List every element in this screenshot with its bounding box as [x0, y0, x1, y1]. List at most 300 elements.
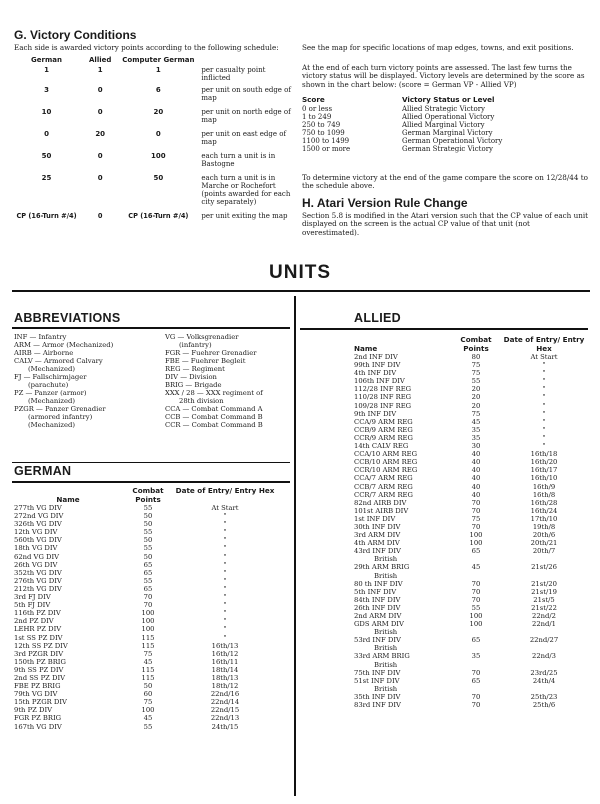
- score-range: 1500 or more: [302, 144, 351, 153]
- german-unit-row: [14, 714, 276, 722]
- unit-name: 106th INF DIV: [354, 377, 405, 386]
- unit-entry: 21st/26: [531, 563, 557, 572]
- unit-entry: ": [223, 593, 227, 602]
- unit-entry: ": [223, 552, 227, 561]
- victory-allied-points: 0: [97, 152, 103, 160]
- german-unit-row: [14, 682, 276, 690]
- victory-allied-points: 0: [97, 174, 103, 182]
- german-units-table: [14, 487, 276, 731]
- victory-map-note: See the map for specific locations of map edges, towns, and exit positions.: [302, 43, 574, 52]
- allied-unit-row: [354, 620, 586, 628]
- unit-entry: 21st/19: [531, 587, 557, 596]
- abbreviation-entry: CCA — Combat Command A: [165, 405, 263, 413]
- unit-combat-points: 50: [143, 520, 153, 529]
- unit-entry: ": [542, 385, 546, 394]
- german-unit-row: [14, 634, 276, 642]
- unit-name: 30th INF DIV: [354, 522, 401, 531]
- victory-computer-points: 0: [155, 130, 161, 138]
- unit-combat-points: 35: [471, 652, 481, 661]
- victory-german-points: 10: [41, 108, 52, 116]
- unit-entry: 25th/6: [532, 701, 556, 710]
- unit-combat-points: 65: [471, 676, 481, 685]
- unit-entry: ": [542, 442, 546, 451]
- german-unit-row: [14, 601, 276, 609]
- status-header: Victory Status or Level: [402, 95, 495, 104]
- unit-entry: 21st/20: [531, 579, 557, 588]
- german-unit-row: [14, 528, 276, 536]
- unit-combat-points: 40: [471, 490, 481, 499]
- german-unit-row: [14, 658, 276, 666]
- allied-unit-row: [354, 661, 586, 669]
- unit-entry: 16th/28: [530, 498, 558, 507]
- unit-combat-points: 40: [471, 466, 481, 475]
- unit-entry: ": [223, 512, 227, 521]
- score-row: [302, 121, 582, 129]
- allied-unit-row: [354, 353, 586, 361]
- abbreviation-entry: PZ — Panzer (armor): [14, 389, 87, 397]
- unit-combat-points: 45: [471, 417, 481, 426]
- victory-title: G. Victory Conditions: [14, 28, 137, 42]
- unit-combat-points: [450, 644, 502, 652]
- allied-unit-row: [354, 531, 586, 539]
- unit-entry: 22nd/3: [532, 652, 556, 661]
- german-unit-row: [14, 544, 276, 552]
- allied-unit-row: [354, 563, 586, 571]
- victory-row: [12, 108, 292, 130]
- unit-name: 276th VG DIV: [14, 576, 62, 585]
- allied-unit-row: [354, 369, 586, 377]
- unit-name: 2nd SS PZ DIV: [14, 673, 66, 682]
- unit-combat-points: 100: [141, 609, 155, 618]
- unit-name: 35th INF DIV: [354, 692, 401, 701]
- unit-name: 4th INF DIV: [354, 369, 397, 378]
- allied-unit-row: [354, 693, 586, 701]
- unit-entry: 22nd/13: [210, 714, 240, 723]
- german-title: GERMAN: [14, 464, 72, 478]
- unit-name: 99th INF DIV: [354, 361, 401, 370]
- victory-status: Allied Strategic Victory: [402, 104, 485, 113]
- unit-name: 272nd VG DIV: [14, 512, 64, 521]
- unit-combat-points: 20: [471, 401, 481, 410]
- allied-unit-row: [354, 596, 586, 604]
- victory-condition-desc: per unit exiting the map: [201, 212, 288, 220]
- unit-combat-points: 115: [141, 641, 155, 650]
- victory-status: German Operational Victory: [402, 136, 503, 145]
- victory-computer-points: 20: [153, 108, 164, 116]
- unit-name: 116th PZ DIV: [14, 609, 61, 618]
- unit-entry: 23rd/25: [530, 668, 558, 677]
- unit-entry: ": [223, 617, 227, 626]
- unit-combat-points: 100: [469, 620, 483, 629]
- unit-name: 9th PZ DIV: [14, 706, 53, 715]
- unit-entry: 16th/9: [532, 482, 556, 491]
- german-unit-row: [14, 504, 276, 512]
- abbreviations-col2: [165, 333, 263, 429]
- unit-entry: 16th/18: [530, 450, 558, 459]
- unit-name: 9th INF DIV: [354, 409, 397, 418]
- unit-entry: 16th/8: [532, 490, 556, 499]
- unit-entry: ": [542, 409, 546, 418]
- unit-entry: 20th/7: [532, 547, 556, 556]
- unit-combat-points: 75: [471, 409, 481, 418]
- abbreviation-entry: (Mechanized): [28, 365, 76, 373]
- unit-name: 84th INF DIV: [354, 595, 401, 604]
- unit-entry: ": [223, 625, 227, 634]
- victory-condition-desc: per unit on north edge of map: [201, 108, 291, 124]
- unit-entry: 20th/21: [530, 539, 558, 548]
- victory-allied-points: 0: [97, 212, 103, 220]
- victory-computer-points: CP (16-Turn #/4): [128, 212, 189, 220]
- unit-name: CCB/9 ARM REG: [354, 425, 413, 434]
- unit-entry: 16th/11: [211, 657, 239, 666]
- allied-unit-row: [354, 572, 586, 580]
- german-unit-row: [14, 577, 276, 585]
- victory-condition-desc: per unit on south edge of map: [201, 86, 291, 102]
- german-unit-row: [14, 512, 276, 520]
- unit-entry: ": [223, 568, 227, 577]
- unit-name: 1st SS PZ DIV: [14, 633, 63, 642]
- unit-name: 75th INF DIV: [354, 668, 401, 677]
- unit-combat-points: 70: [471, 579, 481, 588]
- unit-name: CCR/7 ARM REG: [354, 490, 413, 499]
- german-unit-row: [14, 569, 276, 577]
- unit-name: 560th VG DIV: [14, 536, 62, 545]
- unit-name: British: [374, 660, 398, 669]
- unit-entry: ": [223, 560, 227, 569]
- abbreviation-entry: FGR — Fuehrer Grenadier: [165, 349, 257, 357]
- unit-combat-points: 35: [471, 425, 481, 434]
- unit-entry: ": [223, 536, 227, 545]
- unit-combat-points: [450, 572, 502, 580]
- unit-combat-points: 65: [471, 636, 481, 645]
- victory-row: [12, 66, 292, 86]
- unit-entry: At Start: [530, 353, 558, 361]
- allied-unit-row: [354, 393, 586, 401]
- allied-points-header: Combat Points: [460, 335, 492, 353]
- unit-name: 150th PZ BRIG: [14, 657, 66, 666]
- victory-row: [12, 86, 292, 108]
- unit-entry: 16th/20: [530, 458, 558, 467]
- abbreviations-title: ABBREVIATIONS: [14, 311, 121, 325]
- unit-combat-points: 55: [143, 722, 153, 731]
- allied-unit-row: [354, 483, 586, 491]
- unit-entry: ": [542, 377, 546, 386]
- german-unit-row: [14, 674, 276, 682]
- victory-row: [12, 174, 292, 212]
- unit-name: FGR PZ BRIG: [14, 714, 62, 723]
- unit-combat-points: 45: [143, 657, 153, 666]
- unit-name: 80 th INF DIV: [354, 579, 403, 588]
- unit-name: 51st INF DIV: [354, 676, 400, 685]
- allied-unit-row: [354, 418, 586, 426]
- unit-combat-points: 55: [143, 544, 153, 553]
- victory-intro: Each side is awarded victory points according to the following schedule:: [14, 43, 279, 52]
- german-unit-row: [14, 520, 276, 528]
- victory-row: [12, 130, 292, 152]
- score-range: 750 to 1099: [302, 128, 345, 137]
- unit-combat-points: 70: [471, 701, 481, 710]
- unit-name: 43rd INF DIV: [354, 547, 401, 556]
- allied-unit-row: [354, 491, 586, 499]
- unit-combat-points: 70: [471, 498, 481, 507]
- allied-unit-row: [354, 539, 586, 547]
- unit-entry: ": [223, 528, 227, 537]
- unit-name: 4th ARM DIV: [354, 539, 400, 548]
- unit-combat-points: 100: [141, 617, 155, 626]
- victory-assessment-note: At the end of each turn victory points are assessed. The last few turns the victory status will be displayed. Victory levels are determined by the score as shown in the chart below: (score = German VP - Allied VP): [302, 63, 585, 89]
- unit-combat-points: 55: [471, 603, 481, 612]
- german-unit-row: [14, 536, 276, 544]
- allied-unit-row: [354, 612, 586, 620]
- unit-entry: [502, 628, 586, 636]
- abbreviation-entry: INF — Infantry: [14, 333, 67, 341]
- allied-unit-row: [354, 685, 586, 693]
- allied-unit-row: [354, 499, 586, 507]
- unit-name: British: [374, 684, 398, 693]
- allied-unit-row: [354, 377, 586, 385]
- unit-combat-points: 70: [471, 506, 481, 515]
- unit-entry: 24th/15: [211, 722, 239, 731]
- unit-combat-points: 100: [141, 625, 155, 634]
- allied-title: ALLIED: [354, 311, 401, 325]
- german-unit-row: [14, 666, 276, 674]
- allied-unit-row: [354, 636, 586, 644]
- units-title: UNITS: [269, 262, 331, 283]
- unit-name: 18th VG DIV: [14, 544, 58, 553]
- allied-unit-row: [354, 402, 586, 410]
- victory-condition-desc: each turn a unit is in Bastogne: [201, 152, 276, 168]
- unit-combat-points: 50: [143, 536, 153, 545]
- german-unit-row: [14, 698, 276, 706]
- victory-german-points: CP (16-Turn #/4): [16, 212, 77, 220]
- unit-name: 212th VG DIV: [14, 584, 62, 593]
- unit-combat-points: 55: [143, 528, 153, 537]
- unit-entry: ": [542, 361, 546, 370]
- unit-name: 101st AIRB DIV: [354, 506, 409, 515]
- unit-name: 1st INF DIV: [354, 514, 396, 523]
- atari-title: H. Atari Version Rule Change: [302, 196, 468, 210]
- score-header: Score: [302, 95, 325, 104]
- unit-entry: 22nd/14: [210, 698, 240, 707]
- victory-status: Allied Marginal Victory: [402, 120, 485, 129]
- score-table: [302, 96, 582, 153]
- abbreviation-entry: (infantry): [179, 341, 212, 349]
- allied-unit-row: [354, 507, 586, 515]
- german-points-header: Combat Points: [132, 486, 164, 504]
- unit-combat-points: 75: [143, 649, 153, 658]
- allied-unit-row: [354, 669, 586, 677]
- victory-german-points: 3: [44, 86, 49, 94]
- unit-name: 79th VG DIV: [14, 690, 58, 699]
- unit-combat-points: 100: [469, 612, 483, 620]
- german-unit-row: [14, 585, 276, 593]
- unit-name: 277th VG DIV: [14, 504, 62, 512]
- unit-combat-points: 40: [471, 450, 481, 459]
- unit-combat-points: 45: [471, 563, 481, 572]
- victory-points-table: [12, 56, 292, 226]
- unit-combat-points: 35: [471, 433, 481, 442]
- victory-computer-points: 1: [155, 66, 161, 74]
- german-unit-row: [14, 723, 276, 731]
- unit-name: CCR/10 ARM REG: [354, 466, 418, 475]
- german-unit-row: [14, 642, 276, 650]
- victory-german-points: 0: [44, 130, 49, 138]
- unit-combat-points: 55: [471, 377, 481, 386]
- unit-name: LEHR PZ DIV: [14, 625, 62, 634]
- unit-combat-points: 65: [143, 568, 153, 577]
- unit-name: British: [374, 628, 398, 637]
- unit-entry: ": [223, 576, 227, 585]
- german-overline: [12, 462, 290, 463]
- atari-text: Section 5.8 is modified in the Atari version such that the CP value of each unit displayed on the screen is the actual CP value of that unit (not overestimated).: [302, 211, 589, 237]
- victory-row: [12, 152, 292, 174]
- allied-unit-row: [354, 652, 586, 660]
- unit-entry: 21st/5: [533, 595, 555, 604]
- victory-row: [12, 212, 292, 226]
- unit-combat-points: 20: [471, 393, 481, 402]
- unit-name: 12th VG DIV: [14, 528, 58, 537]
- german-entry-header: Date of Entry/ Entry Hex: [175, 486, 275, 495]
- unit-name: 15th PZGR DIV: [14, 698, 67, 707]
- col-computer-german: Computer German: [122, 56, 195, 64]
- german-unit-row: [14, 650, 276, 658]
- allied-unit-row: [354, 523, 586, 531]
- unit-entry: 16th/17: [530, 466, 558, 475]
- unit-combat-points: 30: [471, 442, 481, 451]
- unit-combat-points: 65: [471, 547, 481, 556]
- unit-combat-points: 45: [143, 714, 153, 723]
- unit-combat-points: 100: [469, 531, 483, 540]
- allied-unit-row: [354, 547, 586, 555]
- score-row: [302, 145, 582, 153]
- abbreviation-entry: 28th division: [179, 397, 224, 405]
- allied-unit-row: [354, 442, 586, 450]
- german-unit-row: [14, 690, 276, 698]
- abbreviations-col1: [14, 333, 113, 429]
- abbreviation-entry: DIV — Division: [165, 373, 217, 381]
- unit-name: 112/28 INF REG: [354, 385, 412, 394]
- unit-entry: 22nd/15: [210, 706, 240, 715]
- german-unit-row: [14, 593, 276, 601]
- unit-combat-points: 80: [471, 353, 481, 361]
- unit-entry: 18th/13: [211, 673, 239, 682]
- unit-name: British: [374, 571, 398, 580]
- allied-unit-row: [354, 450, 586, 458]
- unit-entry: [502, 644, 586, 652]
- unit-entry: ": [223, 544, 227, 553]
- unit-name: GDS ARM DIV: [354, 620, 404, 629]
- victory-allied-points: 0: [97, 108, 103, 116]
- col-allied: Allied: [89, 56, 112, 64]
- allied-unit-row: [354, 588, 586, 596]
- score-row: [302, 137, 582, 145]
- allied-entry-header: Date of Entry/ Entry Hex: [503, 335, 585, 353]
- unit-name: 5th INF DIV: [354, 587, 397, 596]
- allied-unit-row: [354, 426, 586, 434]
- unit-entry: 21st/22: [531, 603, 557, 612]
- unit-entry: 22nd/2: [532, 612, 556, 620]
- unit-entry: ": [542, 425, 546, 434]
- victory-status: German Strategic Victory: [402, 144, 493, 153]
- unit-entry: ": [223, 601, 227, 610]
- score-range: 250 to 749: [302, 120, 341, 129]
- unit-combat-points: 50: [143, 682, 153, 691]
- unit-entry: 22nd/16: [210, 690, 240, 699]
- unit-combat-points: 75: [471, 514, 481, 523]
- victory-condition-desc: per unit on east edge of map: [201, 130, 287, 146]
- victory-allied-points: 20: [95, 130, 106, 138]
- unit-name: 33rd ARM BRIG: [354, 652, 410, 661]
- victory-computer-points: 100: [151, 152, 166, 160]
- col-german: German: [31, 56, 62, 64]
- allied-units-table: [354, 336, 586, 709]
- unit-entry: [502, 555, 586, 563]
- allied-underline: [300, 328, 588, 330]
- unit-combat-points: 115: [141, 665, 155, 674]
- unit-name: 26th INF DIV: [354, 603, 401, 612]
- german-name-header: Name: [56, 494, 80, 504]
- unit-entry: ": [223, 633, 227, 642]
- unit-combat-points: 75: [143, 698, 153, 707]
- victory-condition-desc: per casualty point inflicted: [201, 66, 266, 82]
- unit-combat-points: 75: [471, 369, 481, 378]
- abbreviation-entry: FBE — Fuehrer Begleit: [165, 357, 246, 365]
- unit-entry: ": [542, 417, 546, 426]
- unit-combat-points: 60: [143, 690, 153, 699]
- german-unit-row: [14, 625, 276, 633]
- unit-combat-points: 100: [469, 539, 483, 548]
- victory-status: German Marginal Victory: [402, 128, 493, 137]
- unit-entry: [502, 685, 586, 693]
- unit-name: 26th VG DIV: [14, 560, 58, 569]
- unit-combat-points: 70: [471, 587, 481, 596]
- abbreviation-entry: (Mechanized): [28, 421, 76, 429]
- unit-name: CCB/7 ARM REG: [354, 482, 413, 491]
- allied-unit-row: [354, 628, 586, 636]
- unit-entry: [502, 572, 586, 580]
- column-divider: [294, 296, 296, 796]
- abbreviation-entry: REG — Regiment: [165, 365, 225, 373]
- unit-name: 83rd INF DIV: [354, 701, 401, 710]
- unit-combat-points: 50: [143, 512, 153, 521]
- unit-entry: 16th/12: [211, 649, 239, 658]
- unit-entry: 20th/6: [532, 531, 556, 540]
- victory-condition-desc: each turn a unit is in Marche or Rochefort (points awarded for each city separately): [201, 174, 291, 206]
- unit-name: FBE PZ BRIG: [14, 682, 61, 691]
- victory-status: Allied Operational Victory: [402, 112, 495, 121]
- unit-combat-points: 70: [143, 601, 153, 610]
- score-range: 1 to 249: [302, 112, 332, 121]
- unit-name: 82nd AIRB DIV: [354, 498, 407, 507]
- allied-unit-row: [354, 410, 586, 418]
- abbreviation-entry: CALV — Armored Calvary: [14, 357, 103, 365]
- unit-name: CCA/10 ARM REG: [354, 450, 418, 459]
- unit-name: 3rd FJ DIV: [14, 593, 51, 602]
- unit-name: 167th VG DIV: [14, 722, 62, 731]
- allied-unit-row: [354, 555, 586, 563]
- score-row: [302, 129, 582, 137]
- score-range: 0 or less: [302, 104, 333, 113]
- victory-computer-points: 6: [155, 86, 161, 94]
- unit-name: 53rd INF DIV: [354, 636, 401, 645]
- abbreviation-entry: BRIG — Brigade: [165, 381, 222, 389]
- unit-combat-points: [450, 661, 502, 669]
- unit-combat-points: 65: [143, 584, 153, 593]
- unit-entry: 22nd/27: [529, 636, 559, 645]
- abbreviation-entry: CCB — Combat Command B: [165, 413, 263, 421]
- unit-name: 3rd ARM DIV: [354, 531, 401, 540]
- victory-allied-points: 0: [97, 86, 103, 94]
